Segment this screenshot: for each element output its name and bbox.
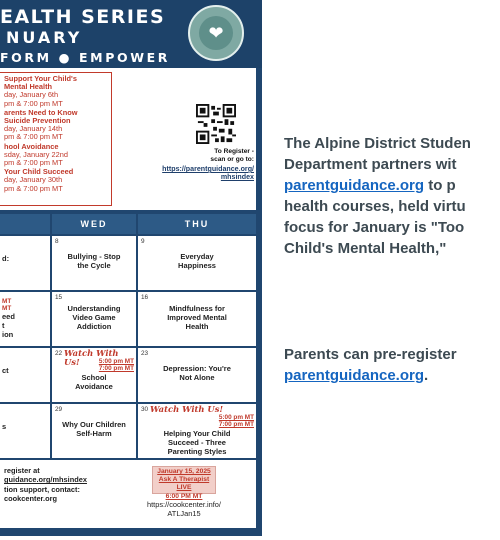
event-title: Support Your Child's (4, 74, 77, 83)
footer-line: cookcenter.org (4, 494, 57, 504)
calendar-cell-thu (138, 404, 256, 458)
event-date: pm & 7:00 pm MT (4, 132, 63, 142)
watch-with-us-label: Watch With Us! (150, 404, 224, 414)
event-item (4, 168, 108, 193)
flyer-tagline: FORM ● EMPOWER (0, 50, 170, 65)
calendar-header (0, 214, 256, 234)
event-date: day, January 14th (4, 124, 63, 134)
event-info-panel (0, 68, 256, 210)
session-title-line: Health (185, 322, 209, 331)
session-title-line: School (81, 373, 107, 382)
article-line: The Alpine District Studen (284, 135, 471, 152)
day-number: 29 (55, 406, 63, 413)
session-title-line: Bullying - Stop (67, 252, 121, 261)
session-title-line: Improved Mental (167, 313, 227, 322)
session-title-line: Why Our Children (62, 420, 126, 429)
session-title-line: Happiness (178, 261, 216, 270)
event-date: sday, January 22nd (4, 149, 68, 159)
calendar-cell-thu (138, 292, 256, 346)
calendar-header-thu: THU (138, 214, 256, 234)
event-title: hool Avoidance (4, 141, 59, 151)
event-date: day, January 30th (4, 175, 63, 185)
calendar-cell-wed (52, 404, 136, 458)
article-line (284, 175, 500, 196)
session-title (54, 420, 134, 438)
article-line: Parents can pre-register (284, 346, 457, 363)
calendar-cell-thu (138, 348, 256, 402)
session-title (140, 304, 254, 331)
cookcenter-link[interactable] (128, 500, 240, 518)
calendar-cell-text (2, 254, 48, 263)
cookcenter-code: ATLJan15 (167, 509, 201, 518)
footer-line: register at (4, 466, 40, 475)
event-item (4, 109, 108, 142)
event-date: pm & 7:00 pm MT (4, 183, 63, 193)
article-line-text: . (424, 367, 429, 384)
event-date: day, January 6th (4, 90, 59, 100)
session-title-line: Everyday (180, 252, 214, 261)
calendar-line: MT (2, 298, 12, 305)
session-title-line: Self-Harm (76, 429, 112, 438)
register-url-line[interactable]: https://parentguidance.org/ (162, 165, 254, 173)
day-number: 8 (55, 238, 59, 245)
calendar-line: s (2, 422, 7, 431)
session-time-text: 5:00 pm MT (98, 358, 134, 365)
session-time-text: 7:00 pm MT (218, 421, 254, 428)
calendar-header-wed: WED (52, 214, 136, 234)
calendar-cell-tue (0, 404, 50, 458)
calendar-cell-tue (0, 348, 50, 402)
article-line: health courses, held virtu (284, 198, 466, 215)
session-time (140, 421, 254, 428)
calendar-cell-tue (0, 236, 50, 290)
calendar-cell-tue (0, 292, 50, 346)
calendar-cell-wed (52, 348, 136, 402)
session-title-line: Succeed - Three (168, 438, 226, 447)
session-title-line: Parenting Styles (167, 447, 227, 456)
flyer-title: EALTH SERIES (0, 6, 166, 28)
article-line (284, 365, 500, 386)
article-line: Department partners wit (284, 156, 457, 173)
article-line: Child's Mental Health," (284, 240, 447, 257)
parentguidance-link[interactable]: parentguidance.org (284, 367, 425, 384)
footer-register-info (4, 466, 87, 504)
session-title (140, 429, 254, 456)
ask-a-therapist-badge[interactable] (152, 466, 216, 500)
session-title-line: Depression: You're (163, 364, 231, 373)
article-text (284, 0, 500, 540)
footer-line: tion support, contact: (4, 484, 80, 494)
cookcenter-url[interactable]: https://cookcenter.info/ (147, 500, 221, 509)
event-title: Suicide Prevention (4, 116, 71, 126)
day-number: 15 (55, 294, 63, 301)
calendar-cell-text (2, 422, 48, 431)
day-number: 22 (55, 350, 63, 357)
session-time-text: 7:00 pm MT (98, 365, 134, 372)
day-number: 16 (141, 294, 149, 301)
footer-link[interactable]: guidance.org/mhsindex (4, 475, 87, 485)
calendar-cell-thu (138, 236, 256, 290)
calendar-cell-text (2, 366, 48, 375)
therapist-time: 6:00 PM MT (165, 492, 203, 500)
session-title (54, 304, 134, 331)
parentguidance-link[interactable]: parentguidance.org (284, 177, 425, 194)
calendar-line: t (2, 321, 5, 331)
session-title-line: Mindfulness for (169, 304, 225, 313)
event-list (0, 72, 112, 206)
therapist-date: January 15, 2025 (157, 468, 211, 475)
session-title (54, 373, 134, 391)
flyer-month: NUARY (6, 28, 83, 47)
register-url-link[interactable] (118, 165, 254, 181)
session-title-line: Video Game (72, 313, 116, 322)
register-url-line[interactable]: mhsindex (220, 173, 254, 182)
day-number: 9 (141, 238, 145, 245)
day-number: 23 (141, 350, 149, 357)
session-title-line: Not Alone (179, 373, 215, 382)
qr-code-icon[interactable] (196, 104, 236, 144)
register-line: scan or go to: (210, 155, 254, 163)
event-title: Mental Health (4, 82, 53, 92)
calendar-cell-wed (52, 236, 136, 290)
day-number: 30 (141, 406, 149, 413)
article-line: focus for January is "Too (284, 219, 465, 236)
calendar-cell-text (2, 298, 48, 339)
therapist-title: Ask A Therapist LIVE (158, 476, 210, 492)
event-title: Your Child Succeed (4, 167, 74, 177)
calendar-header-left (0, 214, 50, 234)
calendar-line: eed (2, 312, 15, 322)
heart-brain-icon: ❤ (199, 16, 233, 50)
session-title (140, 252, 254, 270)
session-title-line: Avoidance (75, 382, 113, 391)
session-title (54, 252, 134, 270)
register-instructions (176, 148, 254, 163)
event-date: pm & 7:00 pm MT (4, 98, 63, 108)
calendar-line: ion (2, 330, 14, 340)
session-title-line: Addiction (76, 322, 112, 331)
session-title-line: Helping Your Child (163, 429, 231, 438)
flyer-header (0, 0, 262, 68)
session-time (54, 365, 134, 372)
event-item (4, 75, 108, 108)
calendar-cell-wed (52, 292, 136, 346)
session-title-line: the Cycle (77, 261, 111, 270)
session-title (140, 364, 254, 382)
event-title: arents Need to Know (4, 107, 78, 117)
article-line-text: to p (424, 177, 456, 194)
parent-guidance-seal-icon (188, 5, 244, 61)
event-item (4, 143, 108, 168)
session-time-text: 5:00 pm MT (218, 414, 254, 421)
event-date: pm & 7:00 pm MT (4, 158, 63, 168)
session-title-line: Understanding (67, 304, 121, 313)
calendar-line: d: (2, 254, 10, 263)
watch-with-us-label: Watch With Us! (64, 348, 119, 367)
register-line: To Register - (214, 148, 254, 155)
calendar-line: MT (2, 305, 12, 313)
calendar-line: ct (2, 366, 9, 375)
flyer-footer (0, 460, 256, 528)
